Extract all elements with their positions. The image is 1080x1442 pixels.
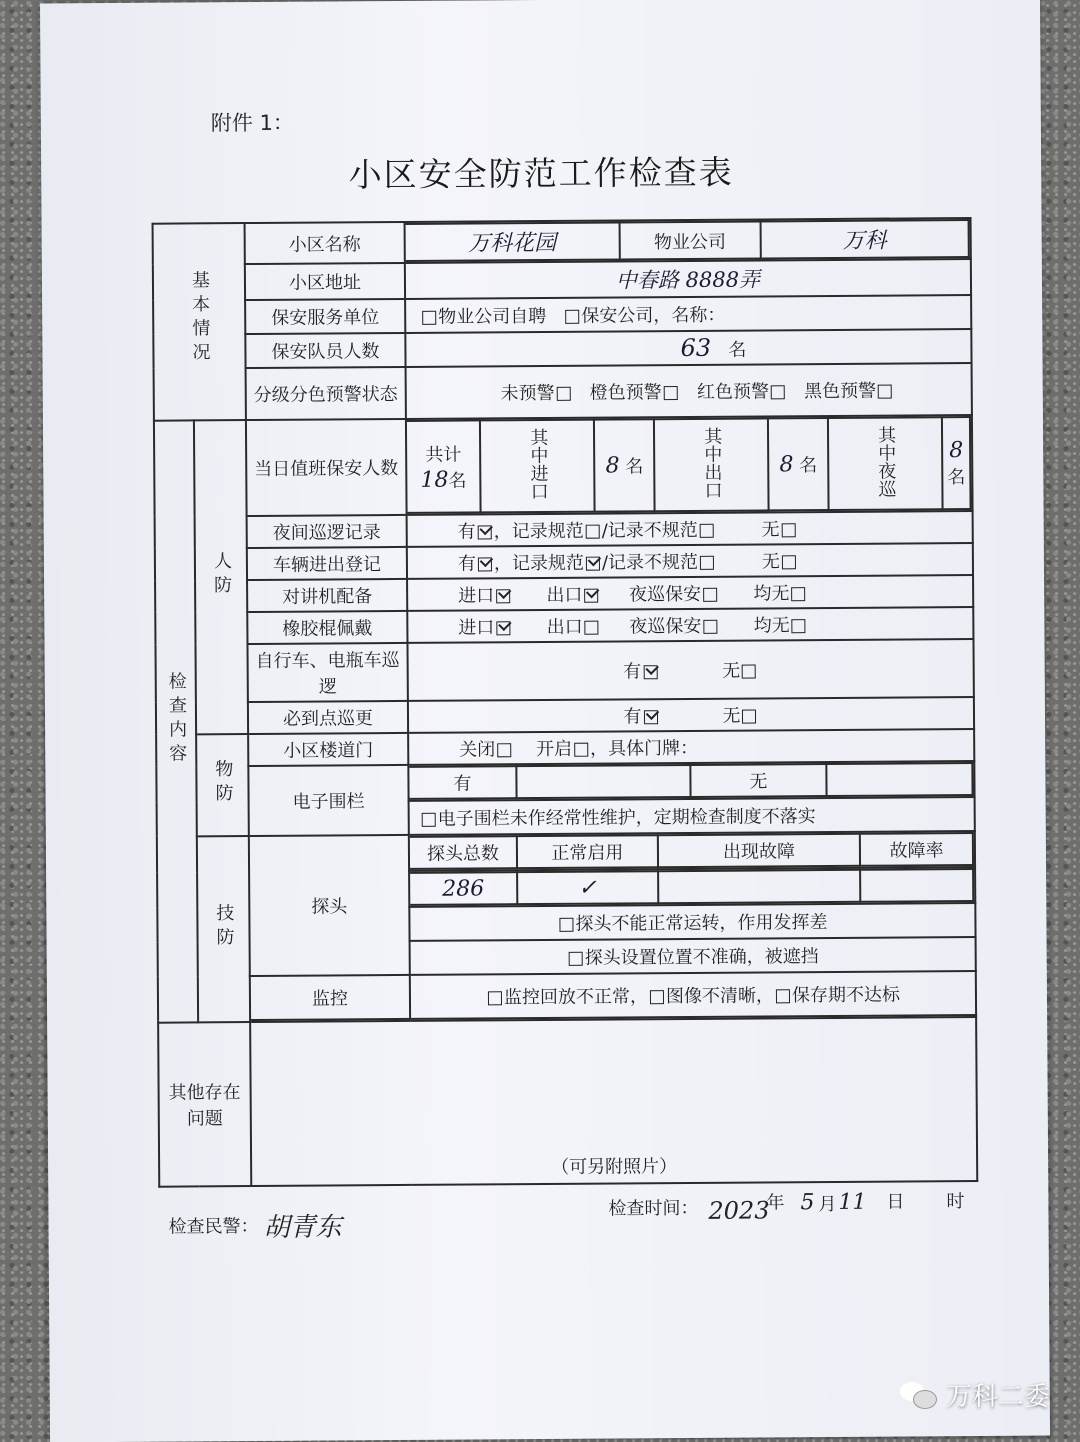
door-open-label: 开启	[536, 738, 573, 761]
fence-no-label: 无	[691, 764, 826, 797]
vehicle-yes-checkbox[interactable]	[478, 557, 492, 571]
warn-orange-checkbox[interactable]	[664, 386, 678, 400]
fence-yes-label: 有	[409, 766, 516, 799]
watermark-text: 万科二委	[945, 1382, 1050, 1412]
guard-count-value: 63	[680, 333, 712, 363]
col-probe-rate: 故障率	[860, 833, 973, 866]
door-label: 小区楼道门	[248, 733, 408, 766]
vehicle-std-label: ，记录规范	[493, 552, 585, 575]
point-yes-label: 有	[623, 706, 642, 728]
probe-issue2-label: 探头设置位置不准确，被遮挡	[584, 946, 819, 969]
out-value: 8	[779, 452, 794, 478]
warn-none-checkbox[interactable]	[557, 387, 571, 401]
patrol-no-label: 无	[761, 519, 780, 541]
baton-night-checkbox[interactable]	[703, 620, 717, 634]
baton-label: 橡胶棍佩戴	[247, 611, 407, 644]
radio-in-checkbox[interactable]	[496, 589, 510, 603]
patrol-no-checkbox[interactable]	[782, 523, 796, 537]
night-label: 其中夜巡	[874, 425, 897, 498]
radio-in-label: 进口	[458, 585, 495, 607]
other-issues-area[interactable]	[250, 1017, 977, 1186]
probe-issue1-label: 探头不能正常运转，作用发挥差	[575, 912, 828, 935]
total-label: 共计	[425, 444, 462, 466]
probe-issue2-checkbox[interactable]	[569, 952, 583, 966]
warn-black-checkbox[interactable]	[878, 385, 892, 399]
radio-label: 对讲机配备	[247, 579, 407, 612]
monitor-issue2-label: 图像不清晰，	[665, 985, 775, 1008]
form-paper	[40, 0, 1050, 1442]
radio-night-checkbox[interactable]	[703, 588, 717, 602]
guard-unit-label: 保安服务单位	[245, 299, 405, 334]
door-note: ，具体门牌：	[590, 737, 699, 760]
probe-normal-value: ✓	[517, 871, 658, 904]
patrol-record-label: 夜间巡逻记录	[247, 515, 407, 548]
month-value: 5	[800, 1190, 815, 1216]
night-unit: 名	[947, 466, 966, 488]
baton-night-label: 夜巡保安	[629, 615, 702, 638]
probe-fault-value	[658, 870, 861, 903]
address-label: 小区地址	[245, 263, 405, 300]
vehicle-yes-label: 有	[457, 553, 477, 575]
door-open-checkbox[interactable]	[574, 743, 588, 757]
col-probe-total: 探头总数	[410, 836, 517, 869]
patrol-std-label: ，记录规范	[493, 520, 584, 543]
watermark	[900, 1376, 1050, 1413]
vehicle-no-checkbox[interactable]	[782, 555, 796, 569]
vehicle-no-label: 无	[761, 551, 780, 573]
property-company-label: 物业公司	[619, 221, 760, 259]
check-section-label: 检查内容	[154, 420, 198, 1022]
col-probe-normal: 正常启用	[517, 835, 658, 868]
warn-black-label: 黑色预警	[804, 380, 877, 403]
probe-issue1-checkbox[interactable]	[559, 918, 573, 932]
page-title: 小区安全防范工作检查表	[348, 152, 734, 195]
vehicle-std-checkbox[interactable]	[586, 557, 600, 571]
inspector-signature: 胡青东	[263, 1212, 342, 1243]
monitor-issue3-checkbox[interactable]	[776, 989, 790, 1003]
day-value: 11	[838, 1189, 867, 1215]
patrol-nonstd-checkbox[interactable]	[700, 524, 714, 538]
address-value: 中春路 8888弄	[405, 259, 971, 299]
guard-unit-self-checkbox[interactable]	[422, 311, 436, 325]
baton-in-checkbox[interactable]	[496, 621, 510, 635]
baton-none-label: 均无	[753, 615, 790, 637]
probe-label: 探头	[249, 835, 410, 976]
hour-unit: 时	[946, 1191, 965, 1213]
col-probe-fault: 出现故障	[658, 834, 861, 867]
property-company-value: 万科	[760, 220, 969, 258]
year-value: 2023	[708, 1196, 770, 1225]
guard-unit-opt2: 保安公司，名称：	[581, 304, 726, 327]
community-name-value: 万科花园	[406, 222, 620, 260]
in-value: 8	[605, 453, 620, 479]
inspection-time-label: 检查时间：	[608, 1197, 699, 1220]
patrol-std-checkbox[interactable]	[586, 525, 600, 539]
point-yes-checkbox[interactable]	[643, 710, 657, 724]
baton-out-label: 出口	[546, 616, 583, 638]
warn-red-checkbox[interactable]	[771, 385, 785, 399]
vehicle-nonstd-label: /记录不规范	[601, 551, 699, 574]
patrol-yes-label: 有	[457, 521, 476, 543]
monitor-issue3-label: 保存期不达标	[791, 984, 901, 1007]
wechat-icon	[900, 1380, 936, 1410]
fence-issue-checkbox[interactable]	[422, 813, 436, 827]
guard-unit-opt1: 物业公司自聘	[438, 305, 547, 328]
point-patrol-label: 必到点巡更	[248, 701, 408, 734]
probe-rate-value	[860, 869, 973, 902]
monitor-issue1-label: 监控回放不正常，	[503, 986, 649, 1009]
warning-label: 分级分色预警状态	[246, 367, 406, 420]
guard-count-unit: 名	[728, 339, 747, 361]
physical-section-label: 物防	[196, 734, 249, 836]
bike-no-checkbox[interactable]	[742, 665, 756, 679]
bike-yes-label: 有	[623, 661, 642, 683]
in-unit: 名	[625, 456, 644, 478]
tech-section-label: 技防	[197, 836, 250, 1022]
radio-night-label: 夜巡保安	[629, 583, 702, 606]
total-unit: 名	[448, 470, 467, 492]
baton-in-label: 进口	[458, 617, 495, 639]
radio-none-label: 均无	[753, 583, 790, 605]
other-issues-label: 其他存在问题	[158, 1022, 251, 1187]
warn-red-label: 红色预警	[696, 381, 769, 403]
people-section-label: 人防	[194, 420, 248, 734]
probe-total-value: 286	[410, 872, 517, 905]
vehicle-nonstd-checkbox[interactable]	[700, 556, 714, 570]
bike-yes-checkbox[interactable]	[643, 665, 657, 679]
bike-patrol-label: 自行车、电瓶车巡逻	[247, 643, 407, 702]
door-closed-label: 关闭	[459, 739, 496, 761]
point-no-label: 无	[722, 705, 741, 727]
monitor-label: 监控	[250, 975, 410, 1020]
out-label: 其中出口	[701, 426, 723, 499]
monitor-issue2-checkbox[interactable]	[650, 990, 664, 1004]
monitor-issue1-checkbox[interactable]	[488, 991, 502, 1005]
duty-count-label: 当日值班保安人数	[246, 419, 407, 516]
patrol-nonstd-label: /记录不规范	[601, 519, 698, 542]
year-unit: 年	[766, 1192, 785, 1214]
total-value: 18	[420, 467, 449, 493]
in-label: 其中进口	[527, 427, 549, 500]
radio-out-checkbox[interactable]	[584, 589, 598, 603]
night-value: 8	[949, 437, 964, 463]
inspection-table	[152, 217, 979, 1188]
vehicle-record-label: 车辆进出登记	[247, 547, 407, 580]
warn-orange-label: 橙色预警	[589, 382, 662, 404]
fence-issue-label: 电子围栏未作经常性维护，定期检查制度不落实	[437, 806, 816, 830]
basic-section-label: 基本情况	[153, 223, 246, 421]
radio-none-checkbox[interactable]	[791, 587, 805, 601]
point-no-checkbox[interactable]	[742, 710, 756, 724]
bike-no-label: 无	[722, 660, 741, 682]
door-closed-checkbox[interactable]	[497, 743, 511, 757]
guard-unit-company-checkbox[interactable]	[565, 310, 579, 324]
out-unit: 名	[799, 455, 818, 477]
radio-out-label: 出口	[546, 584, 583, 606]
baton-out-checkbox[interactable]	[585, 621, 599, 635]
baton-none-checkbox[interactable]	[792, 619, 806, 633]
fence-label: 电子围栏	[248, 765, 408, 836]
guard-count-label: 保安队员人数	[245, 333, 405, 368]
patrol-yes-checkbox[interactable]	[478, 525, 492, 539]
other-note: （可另附照片）	[551, 1156, 678, 1178]
month-unit: 月	[818, 1193, 837, 1216]
community-name-label: 小区名称	[245, 222, 405, 264]
attachment-label: 附件 1：	[210, 110, 294, 136]
day-unit: 日	[886, 1191, 905, 1213]
warn-none-label: 未预警	[500, 382, 555, 405]
inspector-label: 检查民警：	[168, 1215, 259, 1238]
